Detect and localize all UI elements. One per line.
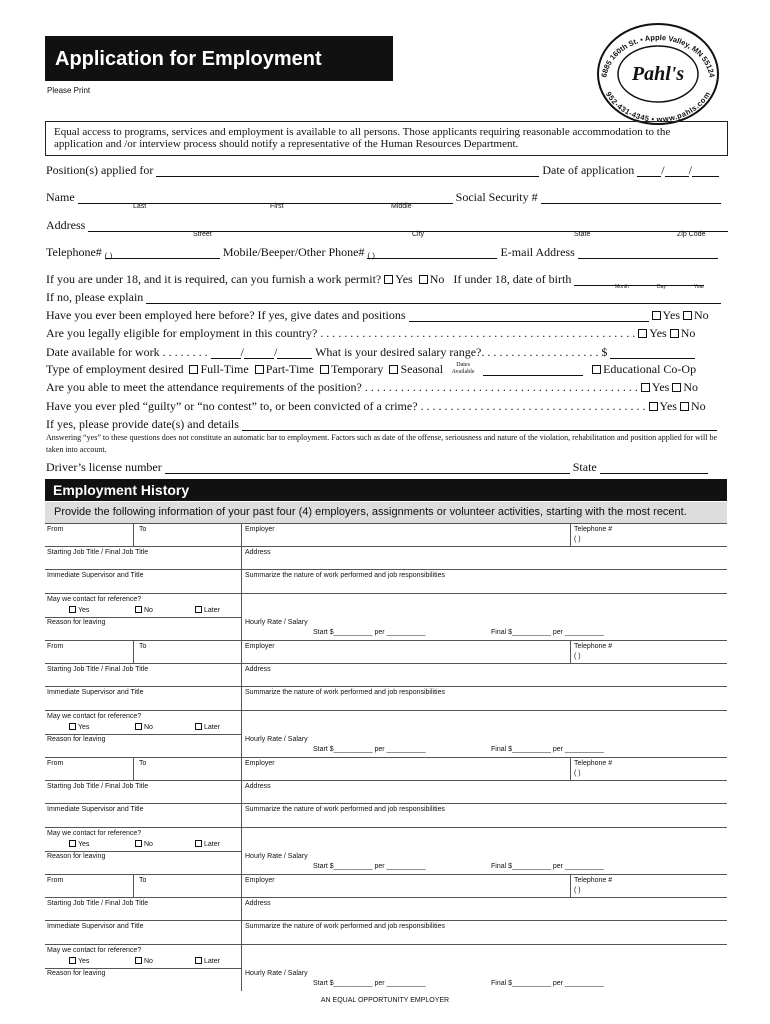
- addr-street-hint: Street: [193, 231, 212, 238]
- logo-address: 6885 160th St. • Apple Valley, MN 55124: [599, 32, 717, 79]
- ssn-label: Social Security #: [455, 190, 538, 204]
- svg-text:952-431-4345 • www.pahls.com: [604, 90, 712, 124]
- employed-before-no-label: No: [694, 308, 709, 322]
- dob-year-hint: Year: [694, 284, 705, 290]
- supervisor-label: Immediate Supervisor and Title: [47, 923, 144, 930]
- contact-ref-label: May we contact for reference?: [47, 830, 142, 837]
- contact-later: [195, 957, 220, 965]
- telephone-label: Telephone #: [574, 526, 613, 533]
- contact-yes-checkbox[interactable]: [69, 723, 76, 730]
- addr-city-hint: City: [412, 231, 425, 238]
- dob-input[interactable]: [574, 276, 704, 286]
- contact-yes-label: Yes: [78, 958, 90, 965]
- contact-later: [195, 723, 220, 731]
- reason-label: Reason for leaving: [47, 736, 106, 743]
- to-label: To: [139, 526, 147, 533]
- date-application-month[interactable]: [637, 167, 661, 177]
- contact-later-label: Later: [204, 958, 220, 965]
- date-available-label: Date available for work . . . . . . . .: [46, 345, 208, 359]
- reason-label: Reason for leaving: [47, 970, 106, 977]
- employment-history-intro: Provide the following information of your past four (4) employers, assignments or volunteer activities, starting with the most recent.: [45, 502, 727, 523]
- eligible-no-checkbox[interactable]: [670, 329, 679, 338]
- employer-block-2: [45, 640, 727, 757]
- contact-yes-checkbox[interactable]: [69, 606, 76, 613]
- start-rate[interactable]: Start $__________ per __________: [313, 746, 426, 753]
- final-rate[interactable]: Final $__________ per __________: [491, 980, 604, 987]
- address-row: [46, 218, 728, 232]
- contact-yes-label: Yes: [78, 724, 90, 731]
- hourly-label: Hourly Rate / Salary: [245, 970, 308, 977]
- job-title-label: Starting Job Title / Final Job Title: [47, 549, 149, 556]
- name-last-hint: Last: [133, 203, 147, 210]
- attendance-row: [46, 380, 728, 394]
- eligible-yes-label: Yes: [649, 326, 667, 340]
- positions-input[interactable]: [156, 167, 539, 177]
- hourly-label: Hourly Rate / Salary: [245, 619, 308, 626]
- employed-before-row: [46, 308, 728, 322]
- contact-yes-label: Yes: [78, 841, 90, 848]
- name-middle-hint: Middle: [391, 203, 412, 210]
- mobile-input[interactable]: [367, 249, 497, 259]
- telephone-label: Telephone #: [574, 760, 613, 767]
- reason-label: Reason for leaving: [47, 619, 106, 626]
- telephone-label: Telephone #: [574, 877, 613, 884]
- start-rate[interactable]: Start $__________ per __________: [313, 863, 426, 870]
- employer-block-3: [45, 757, 727, 874]
- address-label: Address: [245, 900, 271, 907]
- equal-access-notice: Equal access to programs, services and employment is available to all persons. Those applicants requiring reasonable accommodation to the application and /or interview process should notify a representative of the Human Resources Department.: [45, 121, 728, 156]
- telephone-label: Telephone#: [46, 245, 102, 259]
- telephone-row: [46, 245, 728, 259]
- contact-ref-label: May we contact for reference?: [47, 713, 142, 720]
- salary-question: What is your desired salary range?. . . . . . . . . . . . . . . . . . . . $: [315, 345, 608, 359]
- availability-row: Date available for work . . . . . . . . / / What is your desired salary range?. . . . . . . . . . . . . . . . . . . . $: [46, 345, 728, 359]
- if-no-input[interactable]: [146, 294, 721, 304]
- pahls-logo: [596, 22, 720, 126]
- supervisor-label: Immediate Supervisor and Title: [47, 806, 144, 813]
- conviction-row: [46, 399, 728, 413]
- contact-ref-label: May we contact for reference?: [47, 947, 142, 954]
- contact-yes: [69, 606, 89, 614]
- to-label: To: [139, 643, 147, 650]
- mobile-label: Mobile/Beeper/Other Phone#: [222, 245, 365, 259]
- telephone-paren: ( ): [574, 653, 581, 660]
- contact-yes-checkbox[interactable]: [69, 957, 76, 964]
- attendance-yes-label: Yes: [651, 380, 670, 394]
- type-label: Type of employment desired: [46, 362, 184, 376]
- contact-no-label: No: [144, 841, 153, 848]
- if-yes-label: If yes, please provide date(s) and details: [46, 417, 239, 431]
- telephone-paren: ( ): [574, 536, 581, 543]
- employer-label: Employer: [245, 877, 275, 884]
- license-label: Driver’s license number: [46, 460, 162, 474]
- dob-label: If under 18, date of birth: [453, 272, 572, 286]
- date-available-month[interactable]: [211, 349, 241, 359]
- contact-no-label: No: [144, 724, 153, 731]
- from-label: From: [47, 526, 64, 533]
- from-label: From: [47, 877, 64, 884]
- under18-no-label: No: [429, 272, 445, 286]
- full-time-label: Full-Time: [200, 362, 249, 376]
- contact-no-checkbox[interactable]: [135, 840, 142, 847]
- email-input[interactable]: [578, 249, 718, 259]
- part-time-checkbox[interactable]: [255, 365, 264, 374]
- license-state-label: State: [572, 460, 597, 474]
- conviction-yes-label: Yes: [659, 399, 677, 413]
- from-label: From: [47, 760, 64, 767]
- reason-label: Reason for leaving: [47, 853, 106, 860]
- job-title-label: Starting Job Title / Final Job Title: [47, 900, 149, 907]
- temporary-checkbox[interactable]: [320, 365, 329, 374]
- contact-yes: [69, 723, 89, 731]
- logo-brand: Pahl's: [631, 63, 685, 85]
- contact-no: [135, 957, 153, 965]
- summarize-label: Summarize the nature of work performed and job responsibilities: [245, 689, 445, 696]
- dates-available-hint: Dates Available: [451, 362, 475, 375]
- contact-later: [195, 606, 220, 614]
- under18-yes-label: Yes: [395, 272, 413, 286]
- address-label: Address: [46, 218, 86, 232]
- eligible-question: Are you legally eligible for employment in this country? . . . . . . . . . . . . . . . . . . . . . . . . . . . . . . . . . . . . . . . . . . . . . . . . . . . . .: [46, 326, 636, 340]
- contact-yes: [69, 840, 89, 848]
- if-no-label: If no, please explain: [46, 290, 144, 304]
- employer-label: Employer: [245, 760, 275, 767]
- attendance-yes-checkbox[interactable]: [641, 383, 650, 392]
- contact-no-checkbox[interactable]: [135, 957, 142, 964]
- hourly-label: Hourly Rate / Salary: [245, 736, 308, 743]
- contact-no: [135, 840, 153, 848]
- under18-question: If you are under 18, and it is required, can you furnish a work permit?: [46, 272, 382, 286]
- addr-zip-hint: Zip Code: [677, 231, 706, 238]
- to-label: To: [139, 760, 147, 767]
- employed-before-no-checkbox[interactable]: [683, 311, 692, 320]
- telephone-label: Telephone #: [574, 643, 613, 650]
- employer-label: Employer: [245, 643, 275, 650]
- full-time-checkbox[interactable]: [189, 365, 198, 374]
- license-input[interactable]: [165, 464, 570, 474]
- attendance-question: Are you able to meet the attendance requirements of the position? . . . . . . . . . . . . . . . . . . . . . . . . . . . . . . . . . . . . . . . . . . . . . .: [46, 380, 638, 394]
- eligible-yes-checkbox[interactable]: [638, 329, 647, 338]
- summarize-label: Summarize the nature of work performed and job responsibilities: [245, 923, 445, 930]
- license-state-input[interactable]: [600, 464, 708, 474]
- to-label: To: [139, 877, 147, 884]
- contact-no-checkbox[interactable]: [135, 723, 142, 730]
- date-available-year[interactable]: [277, 349, 312, 359]
- eligible-no-label: No: [680, 326, 696, 340]
- date-available-day[interactable]: [244, 349, 274, 359]
- disclaimer: Answering “yes” to these questions does not constitute an automatic bar to employment. Factors such as date of the offense, seriousness and nature of the violation, rehabilitation and position applied for will be taken into account.: [46, 433, 718, 454]
- employed-before-question: Have you ever been employed here before? If yes, give dates and positions: [46, 308, 406, 322]
- name-row: [46, 190, 728, 204]
- start-rate[interactable]: Start $__________ per __________: [313, 980, 426, 987]
- job-title-label: Starting Job Title / Final Job Title: [47, 666, 149, 673]
- employer-label: Employer: [245, 526, 275, 533]
- seasonal-checkbox[interactable]: [389, 365, 398, 374]
- telephone-input[interactable]: [105, 249, 220, 259]
- employer-block-4: [45, 874, 727, 991]
- employer-block-1: [45, 523, 727, 640]
- if-yes-row: [46, 417, 728, 431]
- employed-before-yes-label: Yes: [662, 308, 680, 322]
- employment-history-heading: Employment History: [45, 479, 727, 501]
- conviction-no-checkbox[interactable]: [680, 402, 689, 411]
- seasonal-label: Seasonal: [400, 362, 444, 376]
- contact-yes: [69, 957, 89, 965]
- hourly-label: Hourly Rate / Salary: [245, 853, 308, 860]
- ssn-input[interactable]: [541, 194, 721, 204]
- addr-state-hint: State: [574, 231, 591, 238]
- supervisor-label: Immediate Supervisor and Title: [47, 572, 144, 579]
- salary-input[interactable]: [610, 349, 695, 359]
- telephone-paren: ( ): [574, 770, 581, 777]
- part-time-label: Part-Time: [265, 362, 314, 376]
- attendance-no-label: No: [683, 380, 699, 394]
- if-yes-input[interactable]: [242, 421, 717, 431]
- seasonal-dates-input[interactable]: [483, 366, 583, 376]
- please-print-note: Please Print: [47, 86, 91, 95]
- temporary-label: Temporary: [330, 362, 384, 376]
- contact-yes-checkbox[interactable]: [69, 840, 76, 847]
- final-rate[interactable]: Final $__________ per __________: [491, 629, 604, 636]
- final-rate[interactable]: Final $__________ per __________: [491, 746, 604, 753]
- positions-row: Position(s) applied for Date of application / /: [46, 163, 728, 177]
- positions-label: Position(s) applied for: [46, 163, 154, 177]
- address-label: Address: [245, 666, 271, 673]
- contact-no-label: No: [144, 607, 153, 614]
- employed-before-yes-checkbox[interactable]: [652, 311, 661, 320]
- contact-later-checkbox[interactable]: [195, 840, 202, 847]
- edu-coop-checkbox[interactable]: [592, 365, 601, 374]
- contact-yes-label: Yes: [78, 607, 90, 614]
- telephone-paren: ( ): [104, 251, 113, 260]
- eligible-row: [46, 326, 728, 340]
- address-label: Address: [245, 549, 271, 556]
- under18-no-checkbox[interactable]: [419, 275, 428, 284]
- conviction-yes-checkbox[interactable]: [649, 402, 658, 411]
- contact-later-label: Later: [204, 841, 220, 848]
- telephone-paren: ( ): [574, 887, 581, 894]
- contact-later-checkbox[interactable]: [195, 723, 202, 730]
- start-rate[interactable]: Start $__________ per __________: [313, 629, 426, 636]
- contact-later-label: Later: [204, 607, 220, 614]
- under18-yes-checkbox[interactable]: [384, 275, 393, 284]
- contact-later-label: Later: [204, 724, 220, 731]
- contact-no: [135, 606, 153, 614]
- job-title-label: Starting Job Title / Final Job Title: [47, 783, 149, 790]
- final-rate[interactable]: Final $__________ per __________: [491, 863, 604, 870]
- supervisor-label: Immediate Supervisor and Title: [47, 689, 144, 696]
- page-title: Application for Employment: [45, 36, 393, 81]
- contact-no-label: No: [144, 958, 153, 965]
- date-application-year[interactable]: [692, 167, 719, 177]
- mobile-paren: ( ): [367, 251, 375, 260]
- contact-later: [195, 840, 220, 848]
- footer-eoe: AN EQUAL OPPORTUNITY EMPLOYER: [320, 997, 450, 1004]
- email-label: E-mail Address: [500, 245, 575, 259]
- summarize-label: Summarize the nature of work performed and job responsibilities: [245, 572, 445, 579]
- name-label: Name: [46, 190, 75, 204]
- conviction-question: Have you ever pled “guilty” or “no contest” to, or been convicted of a crime? . . . . . . . . . . . . . . . . . . . . . . . . . . . . . . . . . . . . . .: [46, 399, 646, 413]
- address-input[interactable]: [88, 222, 728, 232]
- employed-before-input[interactable]: [409, 312, 649, 322]
- logo-contact: 952-431-4345 • www.pahls.com: [603, 90, 712, 124]
- dob-day-hint: Day: [657, 284, 666, 290]
- if-no-row: [46, 290, 728, 304]
- contact-no-checkbox[interactable]: [135, 606, 142, 613]
- attendance-no-checkbox[interactable]: [672, 383, 681, 392]
- name-first-hint: First: [270, 203, 284, 210]
- summarize-label: Summarize the nature of work performed and job responsibilities: [245, 806, 445, 813]
- address-label: Address: [245, 783, 271, 790]
- date-application-label: Date of application: [542, 163, 635, 177]
- conviction-no-label: No: [690, 399, 706, 413]
- contact-no: [135, 723, 153, 731]
- edu-coop-label: Educational Co-Op: [603, 362, 697, 376]
- contact-later-checkbox[interactable]: [195, 957, 202, 964]
- license-row: [46, 460, 728, 474]
- date-application-day[interactable]: [665, 167, 689, 177]
- contact-later-checkbox[interactable]: [195, 606, 202, 613]
- dob-month-hint: Month: [615, 284, 629, 290]
- from-label: From: [47, 643, 64, 650]
- employment-type-row: [46, 362, 728, 376]
- contact-ref-label: May we contact for reference?: [47, 596, 142, 603]
